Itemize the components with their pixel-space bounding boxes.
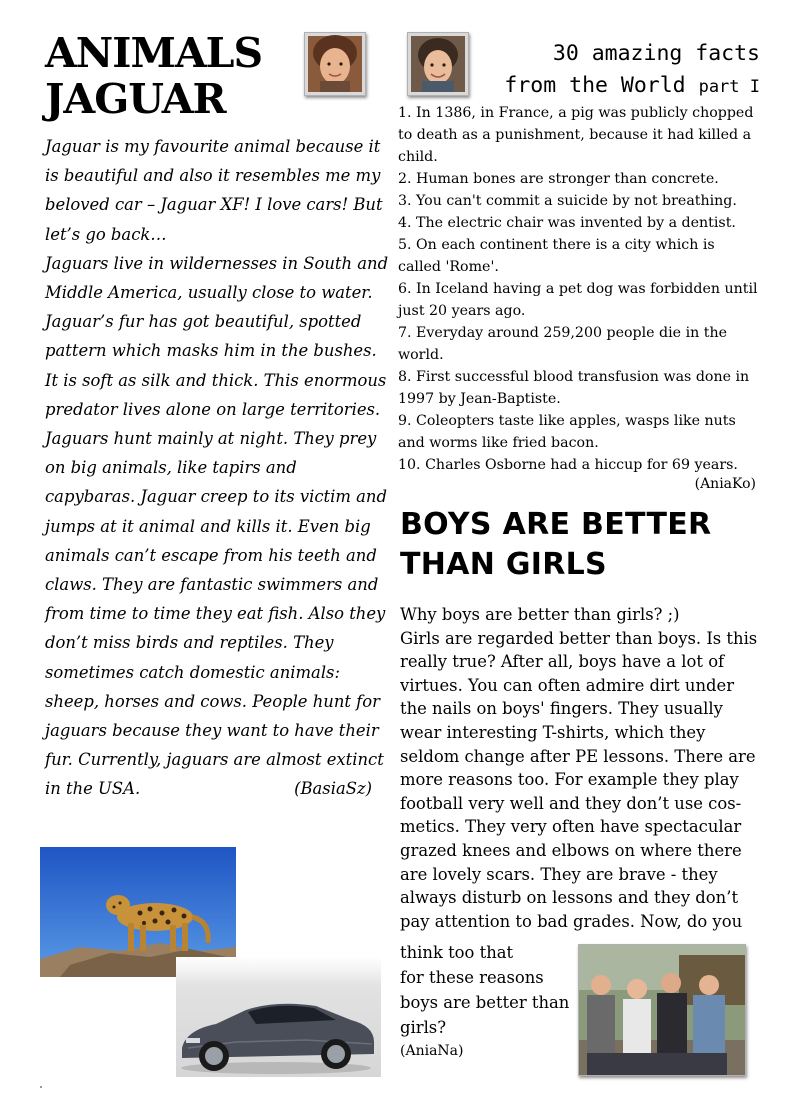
jaguar-main-text: Jaguars live in wildernesses in South and Middle America, usually close to water. Jaguar’s fur has got beautiful, spotted pattern which masks him in the bushes. It is soft as silk and thick. This enormous predator lives alone on large territories. Jaguars hunt mainly at night. They prey on big animals, like tapirs and capybaras. Jaguar creep to its victim and jumps at it animal and kills it. Even big animals can’t escape from his teeth and claws. They are fantastic swimmers and from time to time they eat fish. Also they don’t miss birds and reptiles. They sometimes catch domestic animals: sheep, horses and cows. People hunt for jaguars because they want to have their fur. Currently, jaguars are almost extinct in the USA. [45, 253, 389, 799]
boys-tail-line: girls? [400, 1018, 447, 1037]
author-avatar-basia-icon [305, 33, 365, 95]
jaguar-byline: (BasiaSz) [294, 779, 372, 799]
jaguar-article-body [45, 132, 390, 804]
facts-byline: (AniaKo) [694, 476, 756, 492]
author-avatar-basia-frame [304, 32, 366, 96]
facts-title-part: part I [698, 77, 760, 97]
fact-item: 8. First successful blood transfusion was done in 1997 by Jean-Baptiste. [398, 369, 750, 407]
fact-item: 9. Coleopters taste like apples, wasps like nuts and worms like fried bacon. [398, 413, 736, 451]
fact-item: 10. Charles Osborne had a hiccup for 69 years. [398, 457, 738, 473]
jaguar-car-photo-icon [176, 990, 381, 1075]
boys-body: Girls are regarded better than boys. Is this really true? After all, boys have a lot of virtues. You can often admire dirt under the nails on boys' fingers. They usually wear interesting T-shirts, which they seldom change after PE lessons. There are more reasons too. For example they play football very well and they don’t use cos-metics. They very often have spectacular grazed knees and elbows on where there are lovely scars. They are brave - they always disturb on lessons and they don’t pay attention to bad grades. Now, do you [400, 628, 758, 931]
boys-tail-line: for these reasons [400, 968, 544, 987]
boys-title-line1: BOYS ARE BETTER [400, 507, 712, 542]
boys-byline: (AniaNa) [400, 1043, 464, 1059]
fact-item: 3. You can't commit a suicide by not breathing. [398, 193, 737, 209]
fact-item: 5. On each continent there is a city which is called 'Rome'. [398, 237, 715, 275]
facts-title-line1: 30 amazing facts [552, 41, 760, 66]
fact-item: 2. Human bones are stronger than concrete. [398, 171, 719, 187]
fact-item: 6. In Iceland having a pet dog was forbidden until just 20 years ago. [398, 281, 758, 319]
facts-title-line2 [470, 70, 760, 103]
facts-title-main: from the World [504, 73, 686, 98]
boys-tail-line: boys are better than [400, 993, 570, 1012]
boys-intro: Why boys are better than girls? ;) [400, 605, 680, 624]
author-avatar-aniako-icon [408, 33, 468, 95]
boys-article-tail [400, 940, 580, 1040]
boys-group-photo [578, 944, 746, 1076]
title-animals: ANIMALS [45, 29, 263, 77]
jaguar-main-paragraph [45, 249, 390, 804]
facts-title [470, 38, 760, 103]
title-jaguar: JAGUAR [45, 75, 226, 123]
boys-tail-line: think too that [400, 943, 514, 962]
boys-group-photo-icon [579, 945, 745, 1075]
facts-list [398, 102, 760, 476]
jaguar-intro-paragraph: Jaguar is my favourite animal because it is beautiful and also it resembles me my beloved car – Jaguar XF! I love cars! But let’s go back… [45, 137, 383, 244]
fact-item: 1. In 1386, in France, a pig was publicly chopped to death as a punishment, because it had killed a child. [398, 105, 754, 165]
page-mark [40, 1086, 42, 1088]
boys-title-line2: THAN GIRLS [400, 547, 607, 582]
boys-article-title [400, 505, 760, 585]
jaguar-article-title [45, 30, 275, 122]
author-avatar-aniako-frame [407, 32, 469, 96]
fact-item: 4. The electric chair was invented by a dentist. [398, 215, 736, 231]
jaguar-car-photo [176, 990, 381, 1075]
fact-item: 7. Everyday around 259,200 people die in the world. [398, 325, 727, 363]
boys-article-body [400, 603, 762, 933]
